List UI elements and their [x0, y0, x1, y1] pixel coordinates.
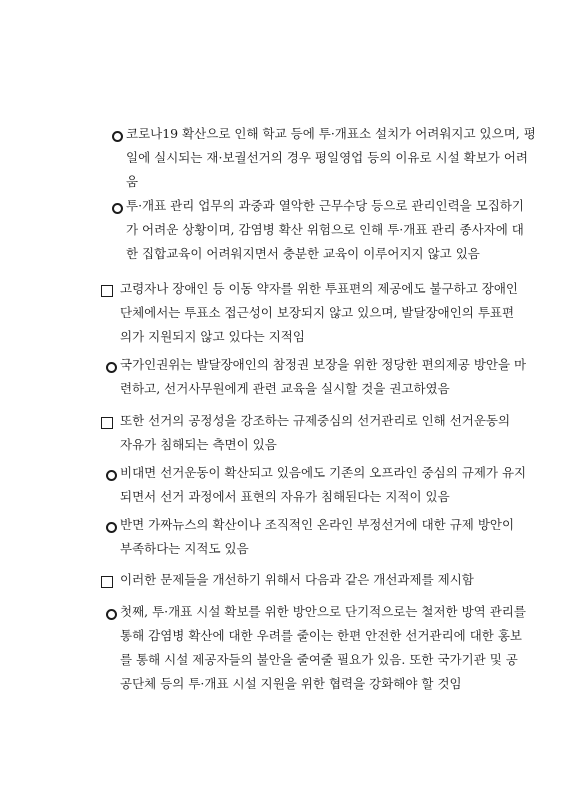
circle-bullet-icon	[106, 470, 117, 481]
square-bullet-icon	[101, 417, 113, 429]
circle-bullet-icon	[106, 362, 117, 373]
circle-bullet-icon	[112, 131, 123, 142]
text-line: 코로나19 확산으로 인해 학교 등에 투·개표소 설치가 어려워지고 있으며, 평	[126, 126, 536, 141]
text-line: 의가 지원되지 않고 있다는 지적임	[120, 329, 305, 344]
text-line: 첫째, 투·개표 시설 확보를 위한 방안으로 단기적으로는 철저한 방역 관리를	[120, 604, 526, 619]
text-line: 련하고, 선거사무원에게 관련 교육을 실시할 것을 권고하였음	[120, 381, 450, 396]
circle-bullet-icon	[106, 522, 117, 533]
text-line: 가 어려운 상황이며, 감염병 확산 위험으로 인해 투·개표 관리 종사자에 대	[126, 222, 524, 237]
text-line: 한 집합교육이 어려워지면서 충분한 교육이 이루어지지 않고 있음	[126, 246, 480, 261]
text-line: 비대면 선거운동이 확산되고 있음에도 기존의 오프라인 중심의 규제가 유지	[120, 465, 527, 480]
text-line: 부족하다는 지적도 있음	[120, 541, 249, 556]
text-line: 반면 가짜뉴스의 확산이나 조직적인 온라인 부정선거에 대한 규제 방안이	[120, 517, 515, 532]
text-line: 통해 감염병 확산에 대한 우려를 줄이는 한편 안전한 선거관리에 대한 홍보	[120, 628, 522, 643]
text-line: 단체에서는 투표소 접근성이 보장되지 않고 있으며, 발달장애인의 투표편	[120, 305, 515, 320]
text-line: 공단체 등의 투·개표 시설 지원을 위한 협력을 강화해야 할 것임	[120, 676, 462, 691]
text-line: 일에 실시되는 재·보궐선거의 경우 평일영업 등의 이유로 시설 확보가 어려	[126, 150, 528, 165]
text-line: 고령자나 장애인 등 이동 약자를 위한 투표편의 제공에도 불구하고 장애인	[120, 281, 519, 296]
text-line: 자유가 침해되는 측면이 있음	[120, 437, 277, 452]
text-line: 움	[126, 174, 139, 189]
text-line: 투·개표 관리 업무의 과중과 열악한 근무수당 등으로 관리인력을 모집하기	[126, 198, 525, 213]
circle-bullet-icon	[112, 203, 123, 214]
square-bullet-icon	[101, 576, 113, 588]
text-line: 또한 선거의 공정성을 강조하는 규제중심의 선거관리로 인해 선거운동의	[120, 413, 511, 428]
text-line: 를 통해 시설 제공자들의 불안을 줄여줄 필요가 있음. 또한 국가기관 및 공	[120, 652, 518, 667]
text-line: 되면서 선거 과정에서 표현의 자유가 침해된다는 지적이 있음	[120, 489, 450, 504]
square-bullet-icon	[101, 285, 113, 297]
text-line: 국가인권위는 발달장애인의 참정권 보장을 위한 정당한 편의제공 방안을 마	[120, 357, 527, 372]
text-line: 이러한 문제들을 개선하기 위해서 다음과 같은 개선과제를 제시함	[120, 572, 474, 587]
circle-bullet-icon	[106, 609, 117, 620]
